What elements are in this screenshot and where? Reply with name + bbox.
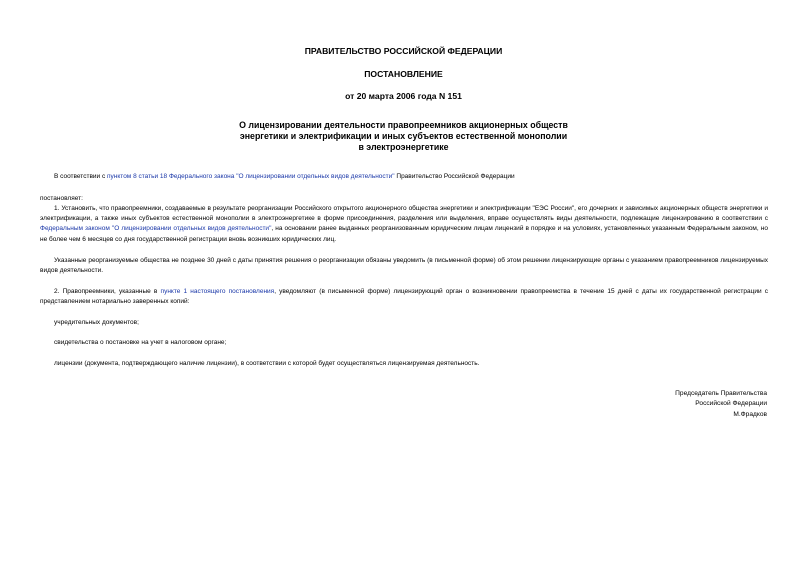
item-1-text-part-2: , на основании ранее выданных реорганизованным юридическим лицам лицензий в порядке и на условиях, установленных указанным Федеральным законом, но не более чем 6 месяцев со дня государственной регистрации вновь возникших юридических лиц. (40, 225, 768, 243)
title-line-3: в электроэнергетике (358, 142, 449, 152)
item-1-paragraph (40, 204, 768, 245)
title-line-1: О лицензировании деятельности правопреемников акционерных обществ (239, 120, 568, 130)
decides-paragraph: постановляет: (40, 195, 83, 202)
signature-country: Российской Федерации (695, 400, 767, 408)
preamble-text-before: В соответствии с (54, 173, 108, 180)
government-heading: ПРАВИТЕЛЬСТВО РОССИЙСКОЙ ФЕДЕРАЦИИ (304, 46, 503, 56)
document-title (0, 120, 807, 153)
federal-law-link[interactable]: Федеральным законом "О лицензировании отдельных видов деятельности" (40, 225, 272, 233)
preamble-text-after: Правительство Российской Федерации (394, 173, 515, 180)
signature-block (567, 389, 767, 420)
item-2-paragraph (40, 287, 768, 307)
date-number-heading: от 20 марта 2006 года N 151 (345, 91, 462, 101)
preamble-law-link[interactable]: пунктом 8 статьи 18 Федерального закона "О лицензировании отдельных видов деятельности" (107, 173, 395, 180)
item-1-text-part-1: 1. Установить, что правопреемники, создаваемые в результате реорганизации Российского открытого акционерного общества энергетики и электрификации "ЕЭС России", его дочерних и зависимых акционерных обществ энергетики и электрификации, а также иных субъектов естественной монополии в электроэнергетике в форме присоединения, разделения или выделения, вправе осуществлять виды деятельности, подлежащие лицензированию в соответствии с (40, 205, 768, 223)
signature-position: Председатель Правительства (675, 390, 767, 397)
list-item-tax-registration: свидетельства о постановке на учет в налоговом органе; (54, 339, 227, 346)
list-item-license: лицензии (документа, подтверждающего наличие лицензии), в соответствии с которой будет осуществляться лицензируемая деятельность. (54, 360, 480, 367)
item-1-reference-link[interactable]: пункте 1 настоящего постановления (160, 288, 275, 295)
preamble-paragraph (40, 172, 768, 182)
item-1-note-paragraph: Указанные реорганизуемые общества не позднее 30 дней с даты принятия решения о реорганизации обязаны уведомить (в письменной форме) об этом решении лицензирующие органы с указанием правопреемников лицензируемых видов деятельности. (40, 257, 768, 275)
signature-name: М.Фрадков (733, 410, 767, 418)
list-item-founding-documents: учредительных документов; (54, 319, 139, 326)
title-line-2: энергетики и электрификации и иных субъектов естественной монополии (239, 131, 568, 141)
document-type-heading: ПОСТАНОВЛЕНИЕ (364, 69, 443, 79)
item-2-text-part-2: , уведомляют (в письменной форме) лицензирующий орган о возникновении правопреемства в течение 15 дней с даты их государственной регистрации с представлением нотариально заверенных копий: (40, 288, 768, 306)
item-2-text-part-1: 2. Правопреемники, указанные в (54, 288, 161, 295)
